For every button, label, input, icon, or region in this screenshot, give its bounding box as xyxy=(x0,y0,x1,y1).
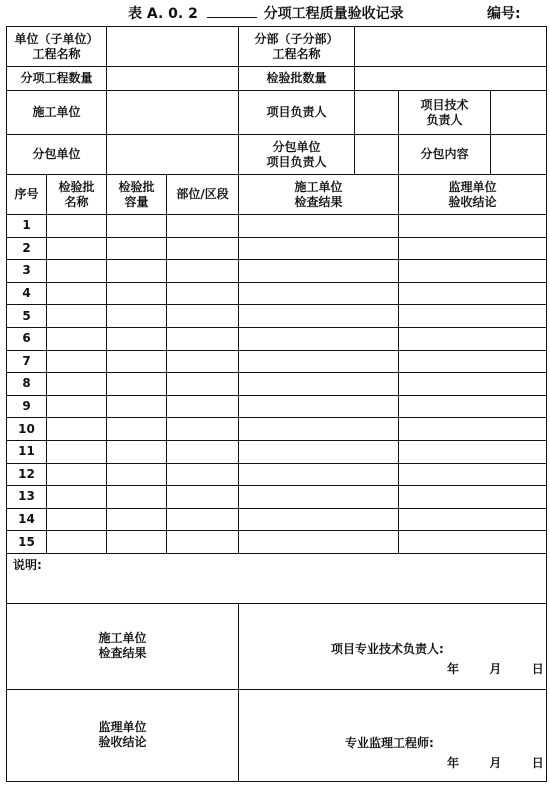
table-row xyxy=(7,350,547,373)
table-row xyxy=(7,260,547,283)
accept-conclusion-cell[interactable] xyxy=(399,508,547,531)
location-cell[interactable] xyxy=(167,260,239,283)
col-check-result-line2: 检查结果 xyxy=(294,194,343,209)
sub-leader-line2: 项目负责人 xyxy=(266,154,327,169)
data-rows xyxy=(7,215,547,554)
sub-leader-field[interactable] xyxy=(355,135,399,175)
row-number: 7 xyxy=(7,350,47,373)
lot-capacity-cell[interactable] xyxy=(107,373,167,396)
check-result-cell[interactable] xyxy=(239,418,399,441)
unit-project-name-field[interactable] xyxy=(107,27,239,67)
supervision-month-label: 月 xyxy=(489,755,502,770)
supervision-year-label: 年 xyxy=(447,755,460,770)
tech-leader-label xyxy=(399,91,491,135)
col-accept-conclusion-line1: 监理单位 xyxy=(448,179,497,194)
row-number: 12 xyxy=(7,463,47,486)
accept-conclusion-cell[interactable] xyxy=(399,440,547,463)
location-cell[interactable] xyxy=(167,418,239,441)
supervision-signoff-label xyxy=(7,689,239,781)
sub-leader-line1: 分包单位 xyxy=(272,139,321,154)
accept-conclusion-cell[interactable] xyxy=(399,531,547,554)
check-result-cell[interactable] xyxy=(239,260,399,283)
construction-signer-label: 项目专业技术负责人: xyxy=(331,641,444,656)
tech-leader-line1: 项目技术 xyxy=(420,97,469,112)
lot-name-cell[interactable] xyxy=(47,418,107,441)
location-cell[interactable] xyxy=(167,350,239,373)
row-number: 14 xyxy=(7,508,47,531)
lot-capacity-cell[interactable] xyxy=(107,282,167,305)
lot-capacity-cell[interactable] xyxy=(107,350,167,373)
check-result-cell[interactable] xyxy=(239,237,399,260)
column-header-row xyxy=(7,175,547,215)
lot-capacity-cell[interactable] xyxy=(107,327,167,350)
check-result-cell[interactable] xyxy=(239,395,399,418)
row-number: 1 xyxy=(7,215,47,238)
lot-name-cell[interactable] xyxy=(47,463,107,486)
col-lot-capacity-line1: 检验批 xyxy=(118,179,155,194)
lot-capacity-cell[interactable] xyxy=(107,508,167,531)
location-cell[interactable] xyxy=(167,395,239,418)
check-result-cell[interactable] xyxy=(239,282,399,305)
acceptance-record-table xyxy=(6,26,547,782)
check-result-cell[interactable] xyxy=(239,508,399,531)
unit-project-name-label xyxy=(7,27,107,67)
sub-content-field[interactable] xyxy=(491,135,547,175)
sub-project-name-label xyxy=(239,27,355,67)
lot-capacity-cell[interactable] xyxy=(107,215,167,238)
accept-conclusion-cell[interactable] xyxy=(399,215,547,238)
supervision-date[interactable] xyxy=(447,756,544,771)
construction-unit-field[interactable] xyxy=(107,91,239,135)
table-row xyxy=(7,327,547,350)
row-number: 2 xyxy=(7,237,47,260)
location-cell[interactable] xyxy=(167,440,239,463)
supervision-signoff-row xyxy=(7,689,547,781)
accept-conclusion-cell[interactable] xyxy=(399,463,547,486)
col-accept-conclusion xyxy=(399,175,547,215)
check-result-cell[interactable] xyxy=(239,373,399,396)
table-row xyxy=(7,215,547,238)
lot-name-cell[interactable] xyxy=(47,215,107,238)
col-check-result-line1: 施工单位 xyxy=(294,179,343,194)
table-number: 表 A. 0. 2 xyxy=(128,6,198,22)
lot-capacity-cell[interactable] xyxy=(107,486,167,509)
row-number: 5 xyxy=(7,305,47,328)
location-cell[interactable] xyxy=(167,373,239,396)
header-row-construction xyxy=(7,91,547,135)
supervision-signoff-area[interactable] xyxy=(239,689,547,781)
location-cell[interactable] xyxy=(167,486,239,509)
supervision-day-label: 日 xyxy=(531,755,544,770)
location-cell[interactable] xyxy=(167,237,239,260)
lot-name-cell[interactable] xyxy=(47,440,107,463)
table-title: 分项工程质量验收记录 xyxy=(263,6,404,22)
lot-name-cell[interactable] xyxy=(47,486,107,509)
construction-signoff-label-line2: 检查结果 xyxy=(98,646,147,661)
col-check-result xyxy=(239,175,399,215)
table-row xyxy=(7,395,547,418)
table-row xyxy=(7,282,547,305)
construction-signoff-label-line1: 施工单位 xyxy=(98,631,147,646)
col-lot-name xyxy=(47,175,107,215)
row-number: 3 xyxy=(7,260,47,283)
location-cell[interactable] xyxy=(167,508,239,531)
construction-signoff-row xyxy=(7,603,547,689)
lot-capacity-cell[interactable] xyxy=(107,531,167,554)
location-cell[interactable] xyxy=(167,215,239,238)
item-quantity-label: 分项工程数量 xyxy=(7,67,107,91)
accept-conclusion-cell[interactable] xyxy=(399,327,547,350)
col-location: 部位/区段 xyxy=(167,175,239,215)
row-number: 4 xyxy=(7,282,47,305)
lot-name-cell[interactable] xyxy=(47,373,107,396)
construction-day-label: 日 xyxy=(531,661,544,676)
row-number: 6 xyxy=(7,327,47,350)
row-number: 11 xyxy=(7,440,47,463)
header-row-quantity xyxy=(7,67,547,91)
lot-capacity-cell[interactable] xyxy=(107,440,167,463)
accept-conclusion-cell[interactable] xyxy=(399,260,547,283)
table-row xyxy=(7,508,547,531)
location-cell[interactable] xyxy=(167,531,239,554)
table-row xyxy=(7,463,547,486)
note-cell[interactable] xyxy=(7,553,547,603)
construction-month-label: 月 xyxy=(489,661,502,676)
accept-conclusion-cell[interactable] xyxy=(399,486,547,509)
lot-capacity-cell[interactable] xyxy=(107,260,167,283)
check-result-cell[interactable] xyxy=(239,440,399,463)
check-result-cell[interactable] xyxy=(239,350,399,373)
supervision-signer-label: 专业监理工程师: xyxy=(345,735,434,750)
inspection-lot-count-field[interactable] xyxy=(355,67,547,91)
note-label: 说明: xyxy=(13,557,42,572)
check-result-cell[interactable] xyxy=(239,215,399,238)
table-row xyxy=(7,440,547,463)
lot-name-cell[interactable] xyxy=(47,531,107,554)
lot-name-cell[interactable] xyxy=(47,237,107,260)
item-quantity-field[interactable] xyxy=(107,67,239,91)
check-result-cell[interactable] xyxy=(239,327,399,350)
lot-capacity-cell[interactable] xyxy=(107,463,167,486)
col-lot-name-line1: 检验批 xyxy=(58,179,95,194)
lot-name-cell[interactable] xyxy=(47,350,107,373)
tech-leader-field[interactable] xyxy=(491,91,547,135)
location-cell[interactable] xyxy=(167,305,239,328)
subcontractor-label: 分包单位 xyxy=(7,135,107,175)
lot-capacity-cell[interactable] xyxy=(107,395,167,418)
tech-leader-line2: 负责人 xyxy=(426,112,463,127)
sub-leader-label xyxy=(239,135,355,175)
accept-conclusion-cell[interactable] xyxy=(399,282,547,305)
check-result-cell[interactable] xyxy=(239,486,399,509)
inspection-lot-count-label: 检验批数量 xyxy=(239,67,355,91)
lot-capacity-cell[interactable] xyxy=(107,305,167,328)
col-accept-conclusion-line2: 验收结论 xyxy=(448,194,497,209)
construction-signoff-area[interactable] xyxy=(239,603,547,689)
lot-name-cell[interactable] xyxy=(47,260,107,283)
check-result-cell[interactable] xyxy=(239,463,399,486)
location-cell[interactable] xyxy=(167,327,239,350)
row-number: 15 xyxy=(7,531,47,554)
header-row-unit xyxy=(7,27,547,67)
supervision-signoff-label-line2: 验收结论 xyxy=(98,735,147,750)
supervision-signoff-label-line1: 监理单位 xyxy=(98,720,147,735)
lot-name-cell[interactable] xyxy=(47,305,107,328)
row-number: 13 xyxy=(7,486,47,509)
title-left xyxy=(128,3,404,23)
lot-name-cell[interactable] xyxy=(47,282,107,305)
lot-capacity-cell[interactable] xyxy=(107,237,167,260)
lot-name-cell[interactable] xyxy=(47,508,107,531)
table-row xyxy=(7,237,547,260)
unit-project-name-line2: 工程名称 xyxy=(32,46,81,61)
check-result-cell[interactable] xyxy=(239,531,399,554)
accept-conclusion-cell[interactable] xyxy=(399,418,547,441)
form-title xyxy=(0,2,550,22)
location-cell[interactable] xyxy=(167,282,239,305)
construction-signoff-label xyxy=(7,603,239,689)
construction-unit-label: 施工单位 xyxy=(7,91,107,135)
number-label: 编号: xyxy=(487,6,521,22)
sub-project-name-field[interactable] xyxy=(355,27,547,67)
title-blank-field[interactable] xyxy=(207,6,257,18)
unit-project-name-line1: 单位（子单位） xyxy=(14,31,99,46)
row-number: 8 xyxy=(7,373,47,396)
col-lot-capacity xyxy=(107,175,167,215)
check-result-cell[interactable] xyxy=(239,305,399,328)
construction-year-label: 年 xyxy=(447,661,460,676)
location-cell[interactable] xyxy=(167,463,239,486)
accept-conclusion-cell[interactable] xyxy=(399,237,547,260)
row-number: 9 xyxy=(7,395,47,418)
table-row xyxy=(7,418,547,441)
accept-conclusion-cell[interactable] xyxy=(399,350,547,373)
header-row-subcontract xyxy=(7,135,547,175)
table-row xyxy=(7,373,547,396)
lot-name-cell[interactable] xyxy=(47,327,107,350)
sub-project-name-line2: 工程名称 xyxy=(272,46,321,61)
table-row xyxy=(7,486,547,509)
sub-project-name-line1: 分部（子分部） xyxy=(254,31,339,46)
construction-date[interactable] xyxy=(447,662,544,677)
note-row xyxy=(7,553,547,603)
row-number: 10 xyxy=(7,418,47,441)
table-row xyxy=(7,305,547,328)
project-leader-field[interactable] xyxy=(355,91,399,135)
accept-conclusion-cell[interactable] xyxy=(399,395,547,418)
sub-content-label: 分包内容 xyxy=(399,135,491,175)
accept-conclusion-cell[interactable] xyxy=(399,373,547,396)
lot-capacity-cell[interactable] xyxy=(107,418,167,441)
col-seq: 序号 xyxy=(7,175,47,215)
accept-conclusion-cell[interactable] xyxy=(399,305,547,328)
col-lot-capacity-line2: 容量 xyxy=(124,194,149,209)
table-row xyxy=(7,531,547,554)
col-lot-name-line2: 名称 xyxy=(64,194,89,209)
lot-name-cell[interactable] xyxy=(47,395,107,418)
subcontractor-field[interactable] xyxy=(107,135,239,175)
project-leader-label: 项目负责人 xyxy=(239,91,355,135)
